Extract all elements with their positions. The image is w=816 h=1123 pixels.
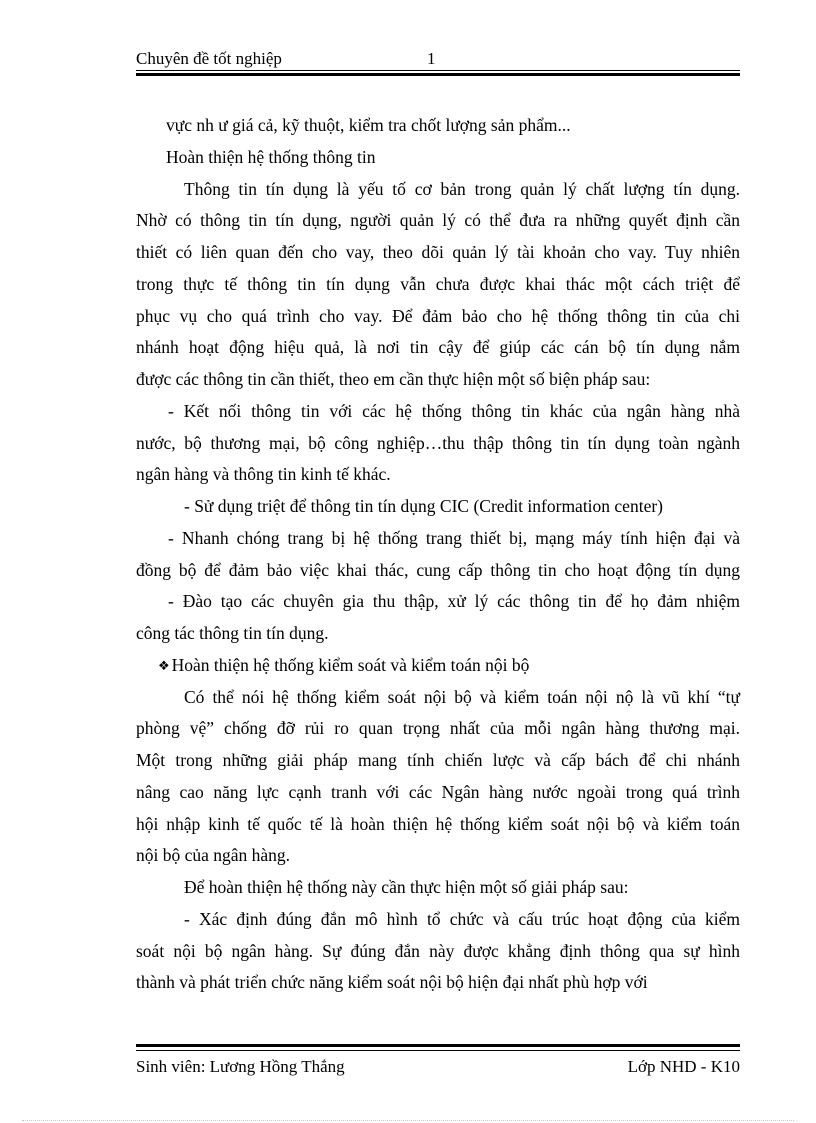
body-text	[136, 110, 740, 999]
body-line	[136, 777, 740, 809]
body-line-text: - Sử dụng triệt để thông tin tín dụng CIC (Credit information center)	[184, 496, 663, 516]
body-line-text: Một trong những giải pháp mang tính chiến lược và cấp bách để chi nhánh	[136, 750, 740, 770]
body-line	[136, 523, 740, 555]
body-line	[136, 301, 740, 333]
body-line	[136, 713, 740, 745]
body-line-text: phòng vệ” chống đỡ rủi ro quan trọng nhất của mỗi ngân hàng thương mại.	[136, 718, 740, 739]
body-line	[136, 459, 740, 491]
diamond-bullet-icon: ❖	[158, 658, 170, 674]
body-line-text: phục vụ cho quá trình cho vay. Để đảm bảo cho hệ thống thông tin của chi	[136, 305, 740, 326]
body-line	[136, 682, 740, 714]
body-line	[136, 491, 740, 523]
body-line	[136, 364, 740, 396]
body-line	[136, 840, 740, 872]
body-line-text: vực nh ư giá cả, kỹ thuột, kiểm tra chốt lượng sản phẩm...	[166, 115, 571, 135]
body-line-text: đồng bộ để đảm bảo việc khai thác, cung cấp thông tin cho hoạt động tín dụng	[136, 559, 740, 580]
body-line	[136, 174, 740, 206]
body-line-text: soát nội bộ ngân hàng. Sự đúng đắn này được khẳng định thông qua sự hình	[136, 940, 740, 961]
body-line-text: được các thông tin cần thiết, theo em cần thực hiện một số biện pháp sau:	[136, 369, 651, 389]
body-line-text: - Đào tạo các chuyên gia thu thập, xử lý các thông tin để họ đảm nhiệm	[168, 591, 740, 612]
body-line	[136, 332, 740, 364]
header-rule-thick	[136, 73, 740, 76]
body-line-text: nâng cao năng lực cạnh tranh với các Ngân hàng nước ngoài trong quá trình	[136, 781, 740, 802]
body-line	[136, 110, 740, 142]
header-title: Chuyên đề tốt nghiệp	[136, 49, 282, 68]
body-line-text: nội bộ của ngân hàng.	[136, 845, 291, 866]
footer-rule-thin	[136, 1050, 740, 1051]
body-line	[136, 967, 740, 999]
body-line	[136, 555, 740, 587]
body-line	[136, 904, 740, 936]
body-line	[136, 269, 740, 301]
body-line	[136, 745, 740, 777]
body-line	[136, 396, 740, 428]
body-line-text: hội nhập kinh tế quốc tế là hoàn thiện hệ thống kiểm soát nội bộ và kiểm toán	[136, 813, 740, 834]
body-line-text: - Kết nối thông tin với các hệ thống thông tin khác của ngân hàng nhà	[168, 400, 740, 421]
body-line	[136, 618, 740, 650]
body-line	[136, 936, 740, 968]
body-line	[136, 237, 740, 269]
body-line-text: Để hoàn thiện hệ thống này cần thực hiện một số giải pháp sau:	[184, 877, 629, 897]
body-line	[136, 142, 740, 174]
page-edge-divider	[22, 1120, 794, 1121]
body-line-text: Nhờ có thông tin tín dụng, người quản lý có thể đưa ra những quyết định cần	[136, 210, 740, 231]
body-line-text: Có thể nói hệ thống kiểm soát nội bộ và kiểm toán nội nộ là vũ khí “tự	[184, 686, 740, 707]
page-number: 1	[427, 49, 436, 68]
body-line-text: trong thực tế thông tin tín dụng vẫn chưa được khai thác một cách triệt để	[136, 273, 740, 294]
body-line-text: - Xác định đúng đắn mô hình tổ chức và cấu trúc hoạt động của kiểm	[184, 908, 740, 929]
body-line-text: Hoàn thiện hệ thống thông tin	[166, 146, 376, 167]
body-line-text: nhánh hoạt động hiệu quả, là nơi tin cậy để giúp các cán bộ tín dụng nắm	[136, 337, 740, 358]
body-line	[136, 809, 740, 841]
body-line-text: thành và phát triển chức năng kiểm soát nội bộ hiện đại nhất phù hợp với	[136, 972, 648, 993]
body-line	[136, 205, 740, 237]
body-line-text: Thông tin tín dụng là yếu tố cơ bản trong quản lý chất lượng tín dụng.	[184, 178, 740, 199]
body-line-text: Hoàn thiện hệ thống kiểm soát và kiểm toán nội bộ	[171, 654, 530, 675]
header-rule-thin	[136, 70, 740, 71]
body-line	[136, 872, 740, 904]
body-line	[136, 428, 740, 460]
body-line-text: công tác thông tin tín dụng.	[136, 623, 329, 643]
body-line-text: nước, bộ thương mại, bộ công nghiệp…thu thập thông tin tín dụng toàn ngành	[136, 432, 740, 453]
body-line-text: - Nhanh chóng trang bị hệ thống trang thiết bị, mạng máy tính hiện đại và	[168, 527, 740, 548]
body-line	[136, 650, 740, 682]
footer-student: Sinh viên: Lương Hồng Thắng	[136, 1057, 345, 1076]
body-line-text: ngân hàng và thông tin kinh tế khác.	[136, 464, 391, 485]
body-line-text: thiết có liên quan đến cho vay, theo dõi quản lý tài khoản cho vay. Tuy nhiên	[136, 242, 740, 262]
footer-class: Lớp NHD - K10	[627, 1057, 740, 1076]
body-line	[136, 586, 740, 618]
footer-rule-thick	[136, 1044, 740, 1047]
